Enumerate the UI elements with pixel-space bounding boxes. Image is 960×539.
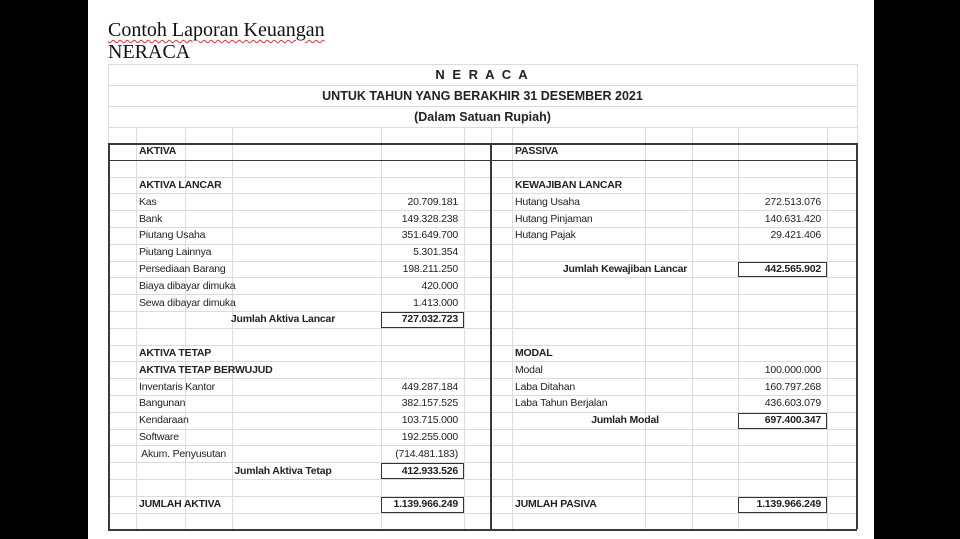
modal-item-name: Laba Tahun Berjalan: [515, 397, 608, 410]
modal-item-name: Laba Ditahan: [515, 380, 576, 393]
kewajiban-item-value: 140.631.420: [764, 212, 821, 225]
gridline: [827, 143, 828, 529]
gridline: [464, 127, 465, 143]
jumlah-modal-value: 697.400.347: [764, 414, 821, 427]
modal-item-name: Modal: [515, 363, 543, 376]
jumlah-kewajiban-lancar-value: 442.565.902: [764, 262, 821, 275]
passiva-header: PASSIVA: [515, 145, 559, 158]
table-border: [108, 143, 110, 529]
gridline: [645, 127, 646, 143]
report-period: UNTUK TAHUN YANG BERAKHIR 31 DESEMBER 2021: [322, 88, 643, 103]
kewajiban-lancar-label: KEWAJIBAN LANCAR: [515, 178, 623, 191]
kewajiban-item-value: 29.421.406: [770, 229, 821, 242]
jumlah-aktiva-label: JUMLAH AKTIVA: [139, 498, 221, 511]
aktiva-lancar-item-value: 20.709.181: [407, 195, 458, 208]
gridline: [108, 328, 857, 329]
kewajiban-item-name: Hutang Pajak: [515, 229, 576, 242]
modal-item-value: 100.000.000: [764, 363, 821, 376]
kewajiban-item-name: Hutang Usaha: [515, 195, 580, 208]
gridline: [108, 479, 857, 480]
aktiva-lancar-item-value: 1.413.000: [413, 296, 458, 309]
kewajiban-item-name: Hutang Pinjaman: [515, 212, 593, 225]
modal-item-value: 160.797.268: [764, 380, 821, 393]
gridline: [232, 127, 233, 143]
aktiva-tetap-item-name: Bangunan: [139, 397, 186, 410]
aktiva-tetap-item-value: 382.157.525: [401, 397, 458, 410]
aktiva-lancar-item-name: Kas: [139, 195, 157, 208]
report-unit: (Dalam Satuan Rupiah): [414, 109, 551, 124]
jumlah-aktiva-lancar-value: 727.032.723: [401, 313, 458, 326]
aktiva-lancar-item-name: Biaya dibayar dimuka: [139, 279, 236, 292]
document-page: [88, 0, 874, 539]
gridline: [108, 127, 109, 143]
heading-line-1: Contoh Laporan Keuangan: [108, 19, 325, 41]
aktiva-lancar-item-name: Sewa dibayar dimuka: [139, 296, 236, 309]
gridline: [512, 127, 513, 143]
gridline: [108, 127, 857, 128]
jumlah-modal-label: Jumlah Modal: [591, 414, 659, 427]
gridline: [692, 127, 693, 143]
gridline: [738, 127, 739, 143]
aktiva-tetap-item-name: Inventaris Kantor: [139, 380, 215, 393]
jumlah-pasiva-value: 1.139.966.249: [756, 498, 821, 511]
aktiva-tetap-berwujud-label: AKTIVA TETAP BERWUJUD: [139, 363, 273, 376]
jumlah-aktiva-lancar-label: Jumlah Aktiva Lancar: [230, 313, 336, 326]
gridline: [381, 127, 382, 143]
table-divider: [490, 143, 492, 529]
aktiva-tetap-label: AKTIVA TETAP: [139, 346, 212, 359]
gridline: [136, 127, 137, 143]
jumlah-aktiva-tetap-value: 412.933.526: [401, 464, 458, 477]
modal-item-value: 436.603.079: [764, 397, 821, 410]
gridline: [857, 64, 858, 127]
gridline: [827, 127, 828, 143]
jumlah-kewajiban-lancar-label: Jumlah Kewajiban Lancar: [562, 262, 688, 275]
aktiva-lancar-item-name: Piutang Lainnya: [139, 246, 212, 259]
gridline: [491, 127, 492, 143]
table-border: [108, 160, 857, 162]
aktiva-tetap-item-value: 103.715.000: [401, 414, 458, 427]
aktiva-lancar-label: AKTIVA LANCAR: [139, 178, 222, 191]
aktiva-tetap-item-name: Kendaraan: [139, 414, 189, 427]
heading-line-2: NERACA: [108, 41, 191, 63]
document-heading: [108, 19, 325, 63]
aktiva-tetap-item-value: 192.255.000: [401, 430, 458, 443]
modal-label: MODAL: [515, 346, 553, 359]
aktiva-lancar-item-name: Piutang Usaha: [139, 229, 206, 242]
table-border: [856, 143, 858, 529]
jumlah-pasiva-label: JUMLAH PASIVA: [515, 498, 597, 511]
aktiva-tetap-item-value: 449.287.184: [401, 380, 458, 393]
jumlah-aktiva-tetap-label: Jumlah Aktiva Tetap: [234, 464, 332, 477]
gridline: [108, 513, 857, 514]
aktiva-tetap-item-value: (714.481.183): [395, 447, 458, 460]
aktiva-lancar-item-name: Bank: [139, 212, 163, 225]
jumlah-aktiva-value: 1.139.966.249: [393, 498, 458, 511]
gridline: [464, 143, 465, 529]
aktiva-tetap-item-name: Software: [139, 430, 179, 443]
aktiva-lancar-item-name: Persediaan Barang: [139, 262, 226, 275]
aktiva-lancar-item-value: 198.211.250: [402, 262, 458, 275]
gridline: [512, 143, 513, 529]
report-title: N E R A C A: [435, 67, 530, 82]
gridline: [857, 127, 858, 143]
aktiva-lancar-item-value: 149.328.238: [401, 212, 458, 225]
aktiva-header: AKTIVA: [139, 145, 177, 158]
aktiva-lancar-item-value: 5.301.354: [413, 246, 458, 259]
aktiva-lancar-item-value: 420.000: [421, 279, 458, 292]
kewajiban-item-value: 272.513.076: [764, 195, 821, 208]
gridline: [136, 143, 137, 529]
aktiva-lancar-item-value: 351.649.700: [401, 229, 458, 242]
aktiva-tetap-item-name: Akum. Penyusutan: [139, 447, 227, 460]
gridline: [185, 127, 186, 143]
table-border: [108, 529, 857, 531]
